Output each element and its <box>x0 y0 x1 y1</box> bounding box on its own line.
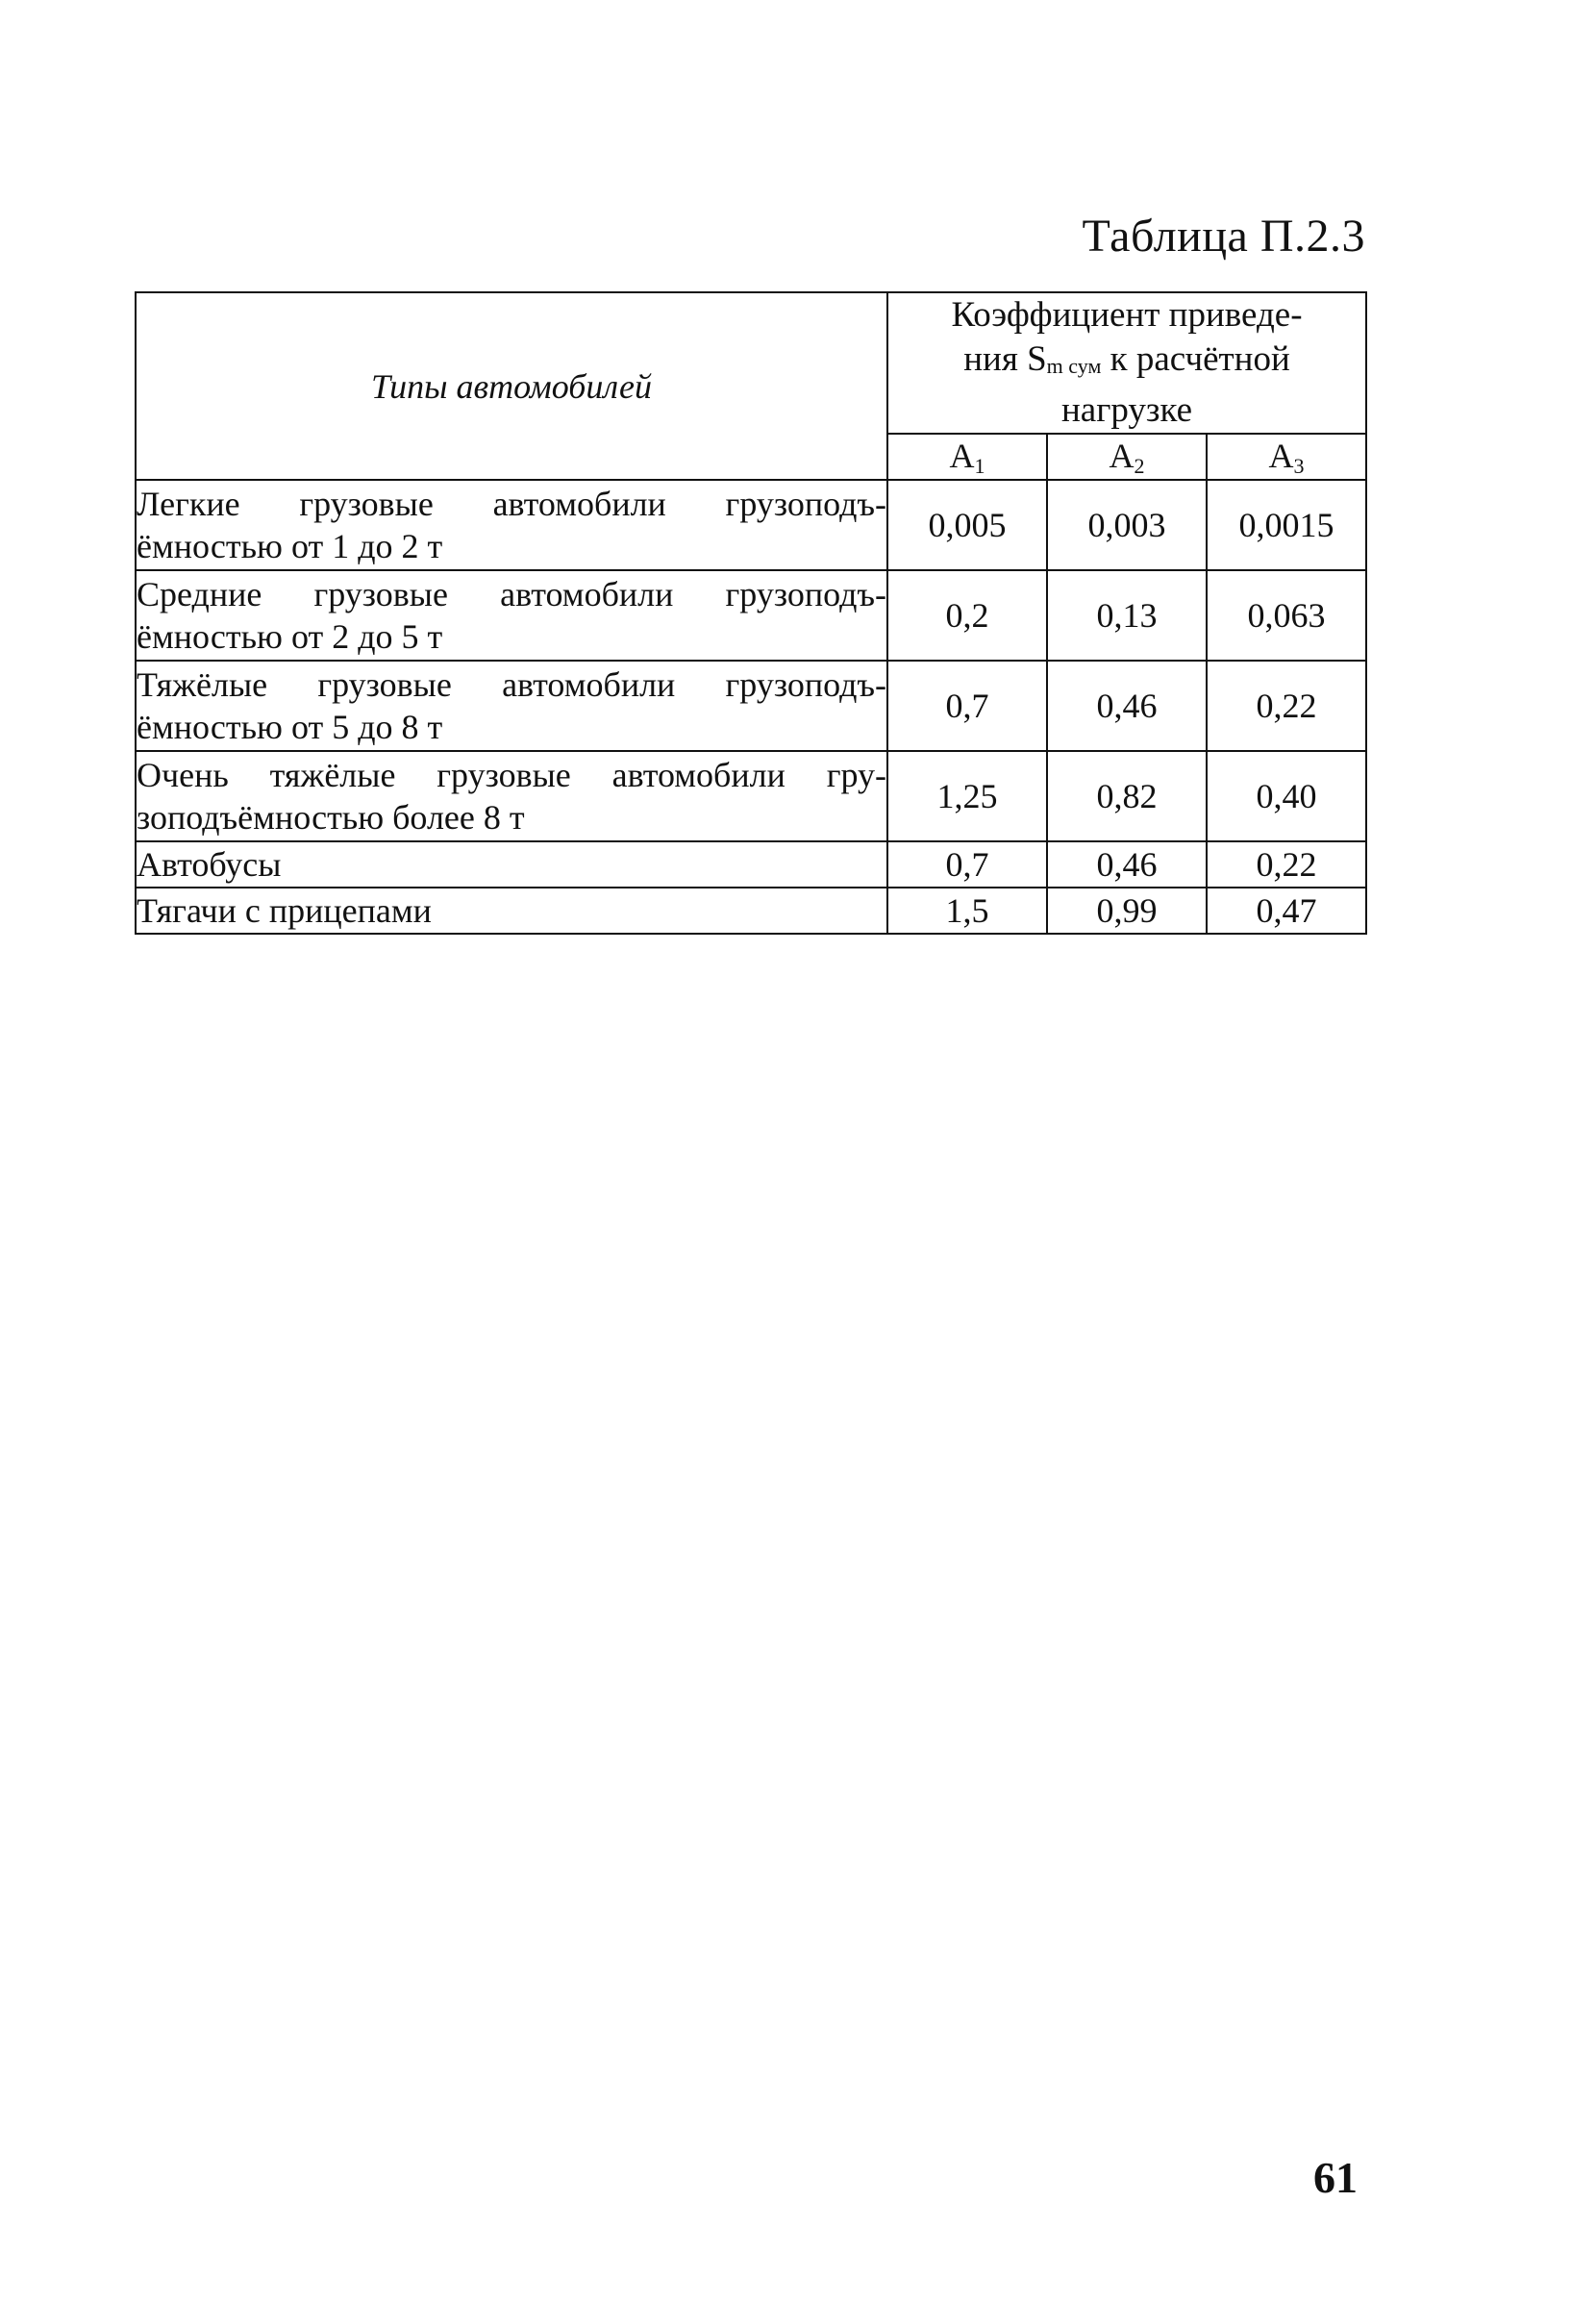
vehicle-type-cell: Тягачи с прицепами <box>136 888 887 934</box>
a1-value-cell: 0,005 <box>887 480 1047 570</box>
coef-header-line1: Коэффициент приведе- <box>951 295 1303 335</box>
vehicle-type-cell: Средние грузовые автомобили грузоподъ- ёмностью от 2 до 5 т <box>136 570 887 661</box>
vehicle-type-cell: Тяжёлые грузовые автомобили грузоподъ- ёмностью от 5 до 8 т <box>136 661 887 751</box>
coefficient-table-container <box>135 291 1365 935</box>
subheader-a3-index: 3 <box>1293 453 1305 478</box>
table-row <box>136 888 1366 934</box>
a3-value-cell: 0,063 <box>1207 570 1366 661</box>
subheader-a2 <box>1047 434 1207 480</box>
subheader-a1 <box>887 434 1047 480</box>
subheader-a1-base: A <box>949 436 975 475</box>
a2-value-cell: 0,99 <box>1047 888 1207 934</box>
vehicle-type-cell: Автобусы <box>136 841 887 888</box>
a3-value-cell: 0,22 <box>1207 841 1366 888</box>
subheader-a2-base: A <box>1109 436 1135 475</box>
coefficient-table <box>135 291 1367 935</box>
coef-header-line2-pre: ния S <box>963 339 1047 379</box>
coef-header-line3: нагрузке <box>1061 390 1193 430</box>
a1-value-cell: 0,2 <box>887 570 1047 661</box>
subheader-a3 <box>1207 434 1366 480</box>
a3-value-cell: 0,22 <box>1207 661 1366 751</box>
coefficient-header <box>887 292 1366 434</box>
vehicle-type-cell: Очень тяжёлые грузовые автомобили гру- зоподъёмностью более 8 т <box>136 751 887 841</box>
a3-value-cell: 0,47 <box>1207 888 1366 934</box>
vehicle-type-cell: Легкие грузовые автомобили грузоподъ- ёмностью от 1 до 2 т <box>136 480 887 570</box>
table-row <box>136 751 1366 841</box>
a1-value-cell: 0,7 <box>887 841 1047 888</box>
table-row <box>136 661 1366 751</box>
table-row <box>136 480 1366 570</box>
a2-value-cell: 0,46 <box>1047 841 1207 888</box>
subheader-a1-index: 1 <box>974 453 985 478</box>
a1-value-cell: 0,7 <box>887 661 1047 751</box>
coef-header-line2-post: к расчётной <box>1101 339 1290 379</box>
table-caption: Таблица П.2.3 <box>1082 211 1365 262</box>
vehicle-type-header: Типы автомобилей <box>136 292 887 480</box>
page-number: 61 <box>1313 2153 1358 2202</box>
a2-value-cell: 0,82 <box>1047 751 1207 841</box>
a2-value-cell: 0,46 <box>1047 661 1207 751</box>
a2-value-cell: 0,003 <box>1047 480 1207 570</box>
table-row <box>136 570 1366 661</box>
a2-value-cell: 0,13 <box>1047 570 1207 661</box>
a3-value-cell: 0,0015 <box>1207 480 1366 570</box>
coef-header-subscript: m сум <box>1046 354 1102 378</box>
a3-value-cell: 0,40 <box>1207 751 1366 841</box>
subheader-a2-index: 2 <box>1134 453 1145 478</box>
subheader-a3-base: A <box>1268 436 1294 475</box>
a1-value-cell: 1,5 <box>887 888 1047 934</box>
a1-value-cell: 1,25 <box>887 751 1047 841</box>
table-row <box>136 841 1366 888</box>
